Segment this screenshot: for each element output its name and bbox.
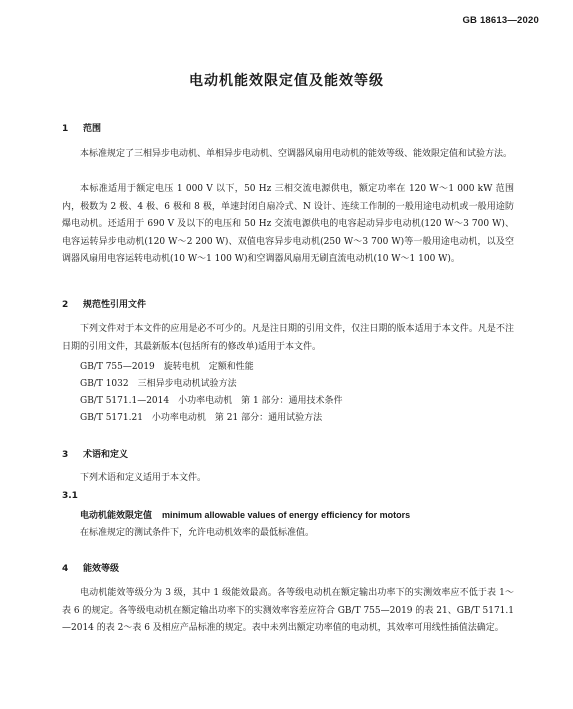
section-number: 2 xyxy=(62,300,69,310)
term-definition: 在标准规定的测试条件下，允许电动机效率的最低标准值。 xyxy=(80,528,315,538)
scope-paragraph-2: 本标准适用于额定电压 1 000 V 以下，50 Hz 三相交流电源供电，额定功率在 120 W～1 000 kW 范围内，极数为 2 极、4 极、6 极和 8 极，单速封闭自扇冷式、N 设计、连续工作制的一般用途电动机或一般用途防爆电动机。还适用于 690 V 及以下的电压和 50 Hz 交流电源供电的电容起动异步电动机(120 W～3 700 W)、电容运转异步电动机(120 W～2 200 W)、双值电容异步电动机(250 W～3 700 W)等一般用途电动机，以及空调器风扇用电容运转电动机(10 W～1 100 W)和空调器风扇用无刷直流电动机(10 W～1 100 W)。 xyxy=(62,184,514,264)
section-heading-grades xyxy=(62,561,119,574)
scope-paragraph-1: 本标准规定了三相异步电动机、单相异步电动机、空调器风扇用电动机的能效等级、能效限定值和试验方法。 xyxy=(80,149,513,159)
section-number: 1 xyxy=(62,124,69,134)
reference-item: GB/T 5171.1—2014 小功率电动机 第 1 部分：通用技术条件 xyxy=(80,396,343,406)
section-heading-terms xyxy=(62,447,128,460)
section-title: 范围 xyxy=(83,124,102,134)
section-number: 4 xyxy=(62,564,69,574)
standard-code: GB 18613—2020 xyxy=(462,15,539,26)
section-heading-scope xyxy=(62,121,101,134)
section-heading-normative xyxy=(62,297,146,310)
term-name-en: minimum allowable values of energy efficiency for motors xyxy=(162,510,411,520)
reference-item: GB/T 755—2019 旋转电机 定额和性能 xyxy=(80,362,254,372)
section-title: 能效等级 xyxy=(83,564,120,574)
section-title: 规范性引用文件 xyxy=(83,300,147,310)
term-name xyxy=(80,508,410,521)
normative-intro: 下列文件对于本文件的应用是必不可少的。凡是注日期的引用文件，仅注日期的版本适用于本文件。凡是不注日期的引用文件，其最新版本(包括所有的修改单)适用于本文件。 xyxy=(62,324,514,352)
reference-item: GB/T 5171.21 小功率电动机 第 21 部分：通用试验方法 xyxy=(80,413,323,423)
section-number: 3 xyxy=(62,450,69,460)
term-name-cn: 电动机能效限定值 xyxy=(80,511,153,521)
reference-item: GB/T 1032 三相异步电动机试验方法 xyxy=(80,379,237,389)
section-title: 术语和定义 xyxy=(83,450,129,460)
grades-paragraph: 电动机能效等级分为 3 级，其中 1 级能效最高。各等级电动机在额定输出功率下的实测效率应不低于表 1～表 6 的规定。各等级电动机在额定输出功率下的实测效率容差应符合 GB/T 755—2019 的表 21、GB/T 5171.1—2014 的表 2～表 6 及相应产品标准的规定。表中未列出额定功率值的电动机，其效率可用线性插值法确定。 xyxy=(62,588,514,633)
term-number: 3.1 xyxy=(62,491,78,501)
terms-intro: 下列术语和定义适用于本文件。 xyxy=(80,473,207,483)
document-title: 电动机能效限定值及能效等级 xyxy=(189,73,384,89)
